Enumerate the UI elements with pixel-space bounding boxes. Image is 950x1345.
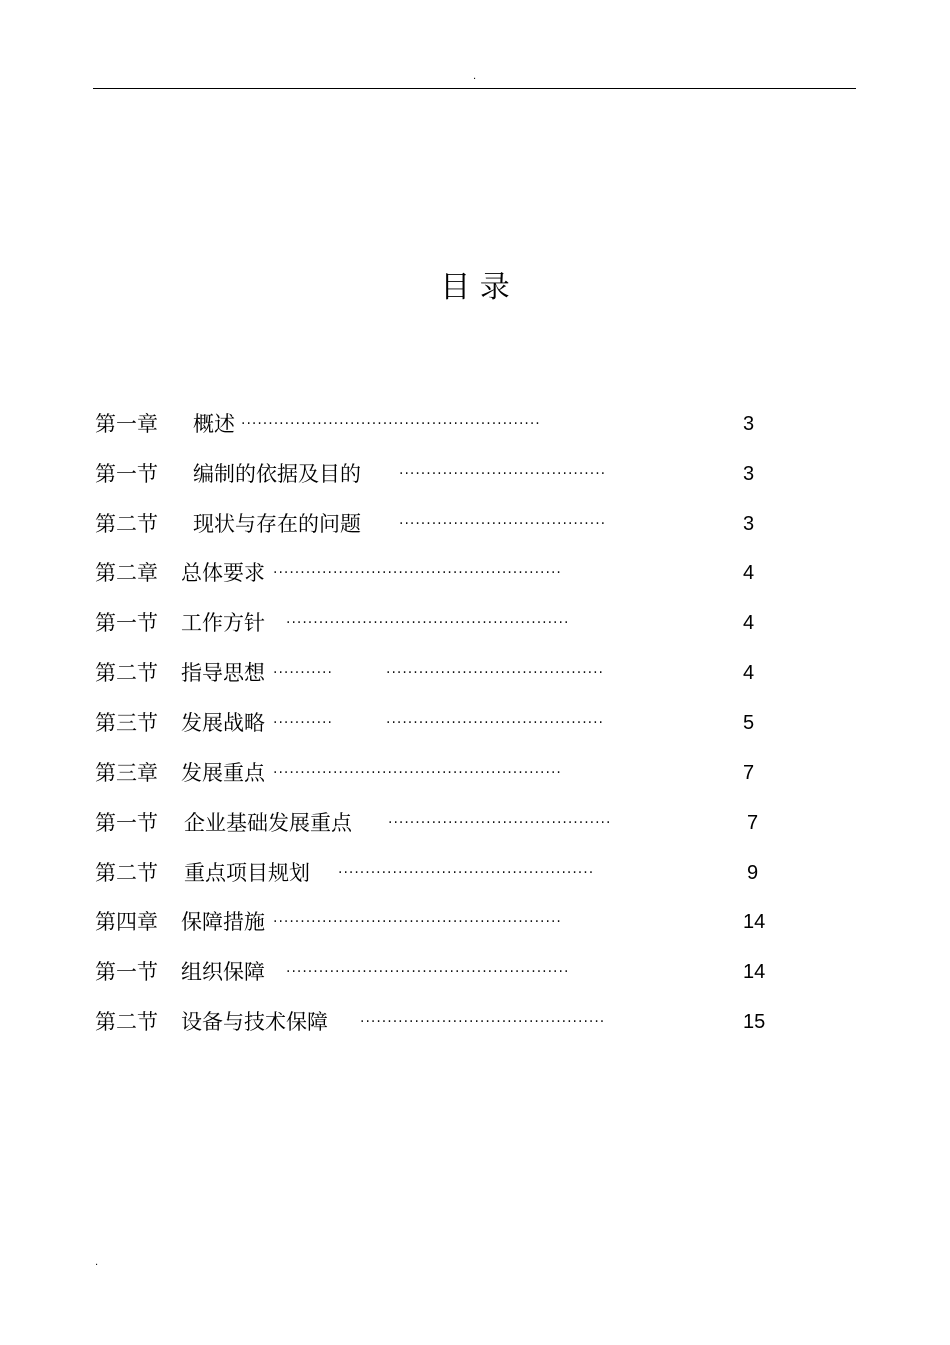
toc-entry-title: 总体要求 xyxy=(181,561,265,585)
toc-entry-number: 第二节 xyxy=(95,661,158,685)
toc-entry-page: 7 xyxy=(747,812,759,834)
toc-entry-leader: ··········· xyxy=(273,715,333,731)
toc-entry[interactable] xyxy=(0,557,950,589)
toc-entry[interactable] xyxy=(0,657,950,689)
toc-entry-leader: ······································ xyxy=(399,466,607,482)
toc-entry-leader: ··········· xyxy=(273,665,333,681)
toc-entry-number: 第四章 xyxy=(95,910,158,934)
toc-entry-title: 组织保障 xyxy=(181,960,265,984)
toc-entry-title: 企业基础发展重点 xyxy=(184,811,352,835)
toc-entry-title: 发展重点 xyxy=(181,761,265,785)
toc-entry-number: 第三章 xyxy=(95,761,158,785)
toc-entry-number: 第二节 xyxy=(95,1010,158,1034)
toc-entry-number: 第一章 xyxy=(95,412,158,436)
toc-entry-title: 设备与技术保障 xyxy=(181,1010,328,1034)
toc-entry-number: 第一节 xyxy=(95,811,158,835)
toc-entry-title: 工作方针 xyxy=(181,611,265,635)
toc-entry-page: 15 xyxy=(743,1011,766,1033)
toc-entry-page: 9 xyxy=(747,862,759,884)
toc-entry-leader: ···················································· xyxy=(286,615,570,631)
toc-entry-leader: ········································ xyxy=(386,715,605,731)
toc-entry-leader: ········································ xyxy=(386,665,605,681)
toc-entry-number: 第三节 xyxy=(95,711,158,735)
toc-entry-leader: ············································· xyxy=(360,1014,606,1030)
toc-entry-number: 第一节 xyxy=(95,462,158,486)
toc-entry-page: 14 xyxy=(743,911,766,933)
toc-entry-leader: ······················································· xyxy=(241,416,541,432)
toc-title: 目 录 xyxy=(440,270,510,305)
toc-entry-title: 编制的依据及目的 xyxy=(193,462,361,486)
toc-entry[interactable] xyxy=(0,757,950,789)
toc-entry-title: 指导思想 xyxy=(181,661,265,685)
toc-entry-title: 现状与存在的问题 xyxy=(193,512,361,536)
toc-entry-title: 概述 xyxy=(193,412,235,436)
toc-entry-page: 3 xyxy=(743,413,755,435)
toc-entry-leader: ····················································· xyxy=(273,765,562,781)
toc-entry-leader: ··············································· xyxy=(338,865,595,881)
toc-entry-page: 5 xyxy=(743,712,755,734)
toc-entry[interactable] xyxy=(0,807,950,839)
toc-entry-page: 4 xyxy=(743,612,755,634)
toc-entry-leader: ····················································· xyxy=(273,565,562,581)
toc-entry-page: 4 xyxy=(743,662,755,684)
toc-entry-title: 保障措施 xyxy=(181,910,265,934)
toc-entry-leader: ····················································· xyxy=(273,914,562,930)
toc-entry-number: 第一节 xyxy=(95,611,158,635)
toc-entry-number: 第二章 xyxy=(95,561,158,585)
toc-entry-number: 第二节 xyxy=(95,512,158,536)
toc-entry-page: 14 xyxy=(743,961,766,983)
toc-entry[interactable] xyxy=(0,607,950,639)
toc-entry-page: 3 xyxy=(743,513,755,535)
toc-entry-page: 7 xyxy=(743,762,755,784)
toc-entry-title: 重点项目规划 xyxy=(184,861,310,885)
toc-entry-number: 第一节 xyxy=(95,960,158,984)
toc-entry[interactable] xyxy=(0,1006,950,1038)
toc-entry-page: 3 xyxy=(743,463,755,485)
toc-entry[interactable] xyxy=(0,906,950,938)
toc-entry[interactable] xyxy=(0,408,950,440)
toc-entry[interactable] xyxy=(0,707,950,739)
toc-entry-title: 发展战略 xyxy=(181,711,265,735)
toc-entry[interactable] xyxy=(0,857,950,889)
toc-entry[interactable] xyxy=(0,956,950,988)
toc-entry[interactable] xyxy=(0,458,950,490)
toc-entry-leader: ···················································· xyxy=(286,964,570,980)
toc-entry[interactable] xyxy=(0,508,950,540)
header-mark: . xyxy=(473,71,477,82)
footer-mark: . xyxy=(95,1257,99,1268)
toc-entry-leader: ······································ xyxy=(399,516,607,532)
toc-entry-number: 第二节 xyxy=(95,861,158,885)
toc-entry-page: 4 xyxy=(743,562,755,584)
toc-entry-leader: ········································· xyxy=(388,815,612,831)
